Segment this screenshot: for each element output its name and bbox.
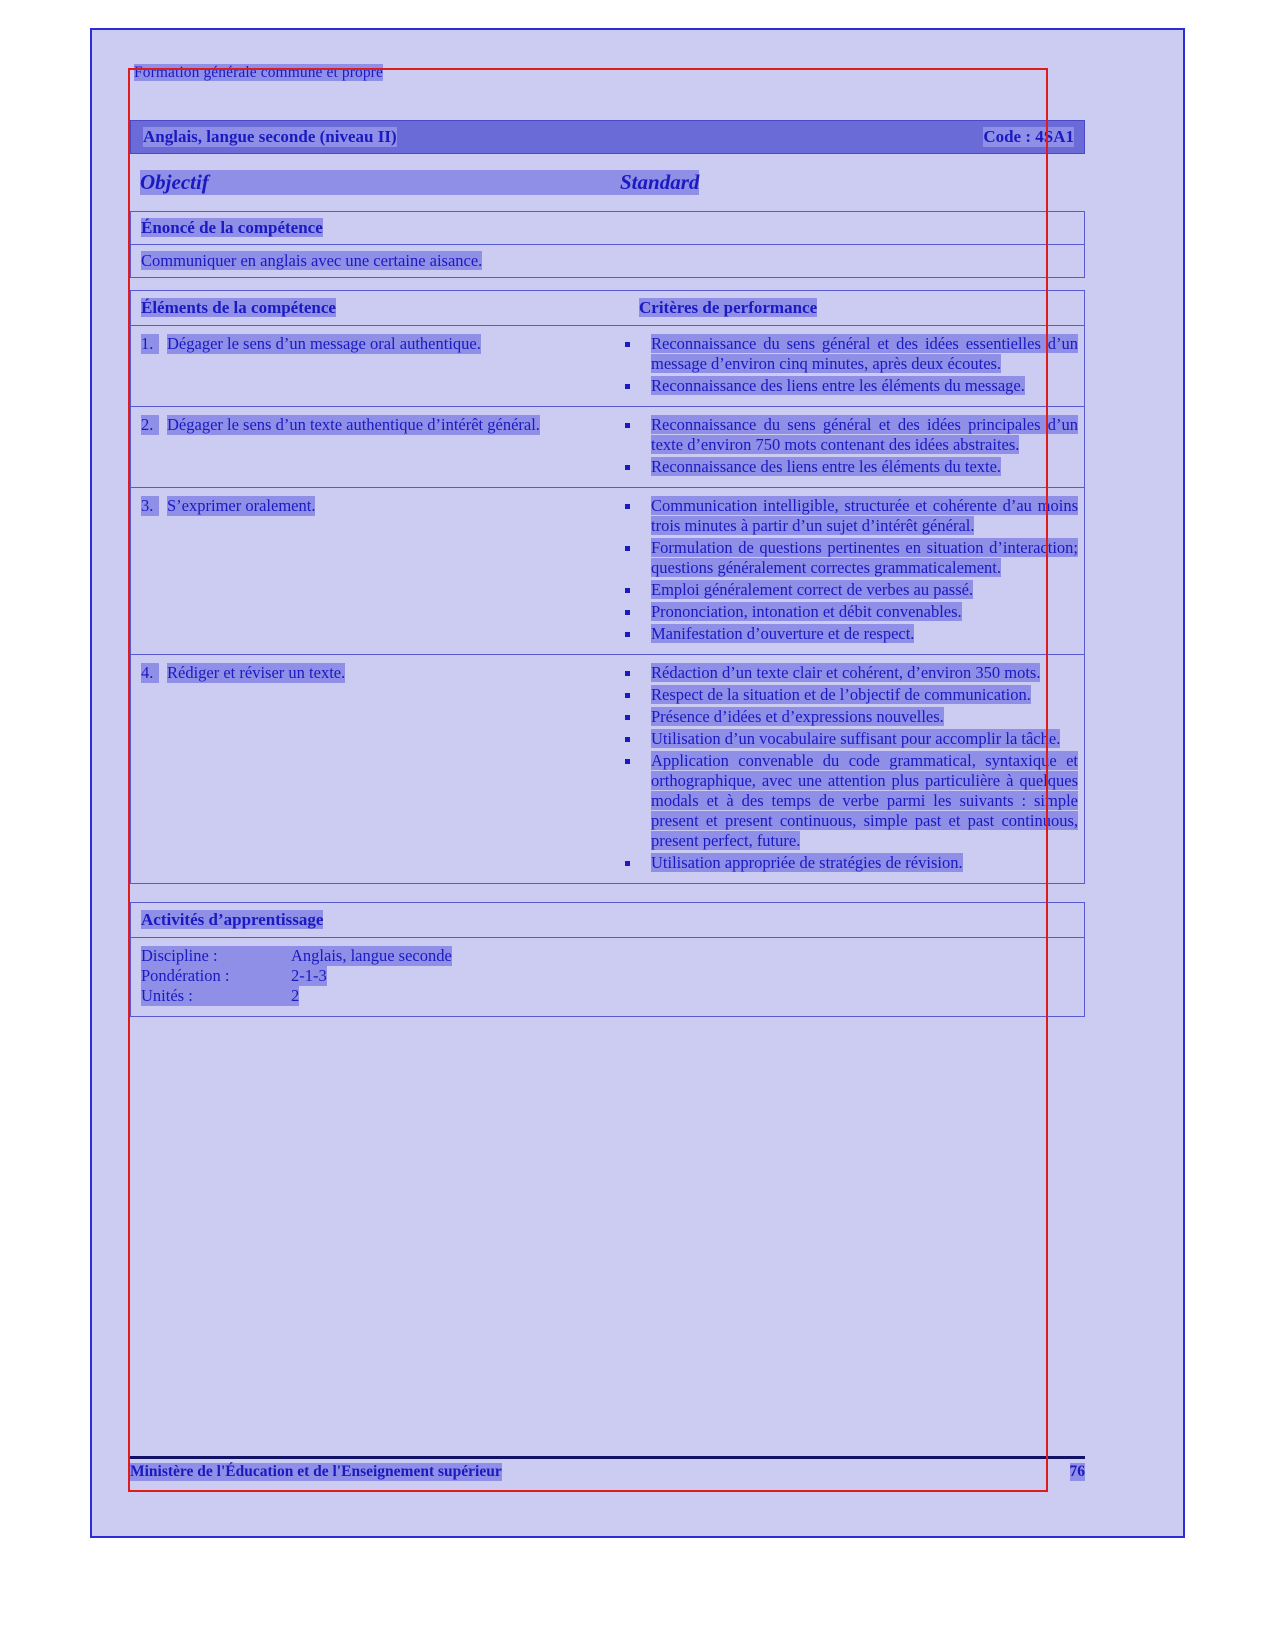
activites-body [131, 938, 1084, 1016]
critere-item: Application convenable du code grammatical, syntaxique et orthographique, avec une attention plus particulière à quelques modals et à des temps de verbe parmi les suivants : simple present et present continuous, simple past et past continuous, present perfect, future. [615, 751, 1078, 851]
enonce-body-row [131, 245, 1084, 277]
enonce-table [130, 211, 1085, 278]
element-text: Dégager le sens d’un texte authentique d’intérêt général. [167, 415, 540, 434]
element-text: Dégager le sens d’un message oral authentique. [167, 334, 481, 353]
critere-item: Communication intelligible, structurée et cohérente d’au moins trois minutes à partir d’un sujet d’intérêt général. [615, 496, 1078, 536]
enonce-text: Communiquer en anglais avec une certaine aisance. [141, 251, 483, 270]
header-line-text: Formation générale commune et propre [134, 64, 383, 81]
element-text: Rédiger et réviser un texte. [167, 663, 346, 682]
enonce-header-row [131, 212, 1084, 245]
course-code: Code : 4SA1 [983, 127, 1074, 146]
elements-heading: Éléments de la compétence [141, 298, 336, 317]
critere-item: Présence d’idées et d’expressions nouvelles. [615, 707, 1078, 727]
page-footer [130, 1456, 1085, 1481]
course-title-bar [130, 120, 1085, 154]
critere-item: Reconnaissance du sens général et des idées principales d’un texte d’environ 750 mots contenant des idées abstraites. [615, 415, 1078, 455]
critere-item: Prononciation, intonation et débit convenables. [615, 602, 1078, 622]
critere-item: Utilisation appropriée de stratégies de révision. [615, 853, 1078, 873]
element-text: S’exprimer oralement. [167, 496, 316, 515]
critere-item: Formulation de questions pertinentes en situation d’interaction; questions généralement correctes grammaticalement. [615, 538, 1078, 578]
element-number: 2. [141, 415, 159, 435]
element-cell [131, 326, 611, 406]
standard-heading: Standard [620, 170, 700, 194]
activite-line [141, 946, 1076, 966]
activite-label: Unités : [141, 986, 291, 1006]
activite-value: Anglais, langue seconde [291, 946, 452, 965]
element-cell [131, 655, 611, 883]
activite-line [141, 986, 1076, 1006]
criteres-cell [611, 655, 1084, 883]
element-number: 1. [141, 334, 159, 354]
page-content [130, 60, 1085, 1017]
header-line [130, 60, 1085, 84]
activites-table [130, 902, 1085, 1017]
objectif-standard-row [130, 168, 1085, 197]
criteres-cell [611, 488, 1084, 654]
critere-item: Reconnaissance des liens entre les éléments du message. [615, 376, 1078, 396]
course-title: Anglais, langue seconde (niveau II) [143, 127, 397, 146]
element-cell [131, 407, 611, 487]
activite-line [141, 966, 1076, 986]
activites-heading: Activités d’apprentissage [131, 903, 1084, 938]
page-number: 76 [1069, 1463, 1085, 1480]
table-row [131, 488, 1084, 655]
element-cell [131, 488, 611, 654]
activite-label: Discipline : [141, 946, 291, 966]
critere-item: Utilisation d’un vocabulaire suffisant pour accomplir la tâche. [615, 729, 1078, 749]
criteres-cell [611, 326, 1084, 406]
critere-item: Reconnaissance des liens entre les éléments du texte. [615, 457, 1078, 477]
competence-table [130, 290, 1085, 884]
activite-label: Pondération : [141, 966, 291, 986]
table-row [131, 407, 1084, 488]
activite-value: 2-1-3 [291, 966, 327, 985]
competence-header-row [131, 291, 1084, 326]
critere-item: Rédaction d’un texte clair et cohérent, d’environ 350 mots. [615, 663, 1078, 683]
activite-value: 2 [291, 986, 300, 1005]
element-number: 4. [141, 663, 159, 683]
criteres-heading: Critères de performance [639, 298, 818, 317]
critere-item: Reconnaissance du sens général et des idées essentielles d’un message d’environ cinq minutes, après deux écoutes. [615, 334, 1078, 374]
element-number: 3. [141, 496, 159, 516]
footer-text: Ministère de l'Éducation et de l'Enseignement supérieur [130, 1463, 502, 1480]
critere-item: Respect de la situation et de l’objectif de communication. [615, 685, 1078, 705]
table-row [131, 326, 1084, 407]
critere-item: Manifestation d’ouverture et de respect. [615, 624, 1078, 644]
footer-row [130, 1459, 1085, 1481]
enonce-heading: Énoncé de la compétence [141, 218, 323, 237]
criteres-cell [611, 407, 1084, 487]
table-row [131, 655, 1084, 883]
objectif-heading: Objectif [140, 170, 620, 195]
critere-item: Emploi généralement correct de verbes au passé. [615, 580, 1078, 600]
